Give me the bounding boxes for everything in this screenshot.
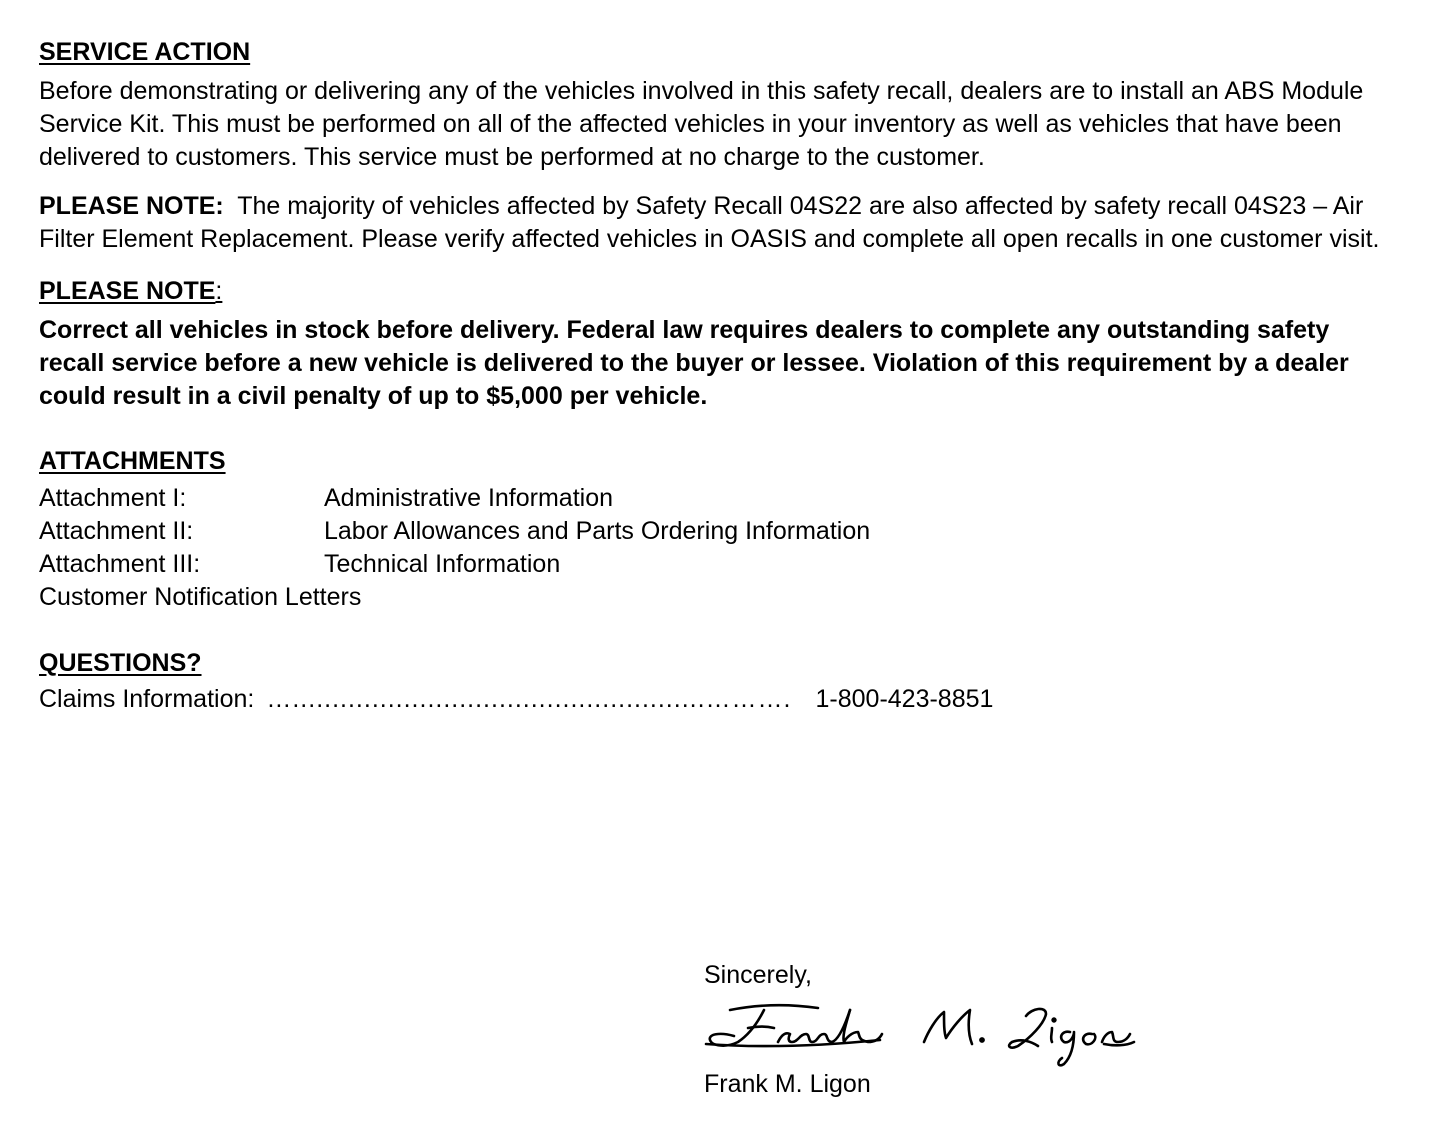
handwritten-signature [700, 998, 1150, 1070]
attachment-row [39, 482, 1399, 515]
claims-label: Claims Information: [39, 685, 255, 713]
claims-information-row [39, 683, 1399, 716]
questions-heading-wrap [39, 647, 1399, 680]
service-action-heading: SERVICE ACTION [39, 38, 251, 66]
document-page [39, 36, 1399, 716]
please-note-heading-2: PLEASE NOTE [39, 277, 216, 305]
signer-name: Frank M. Ligon [704, 1070, 871, 1098]
please-note-paragraph-1 [39, 190, 1399, 256]
attachment-row [39, 515, 1399, 548]
please-note-body-2: Correct all vehicles in stock before delivery. Federal law requires dealers to complete any outstanding safety recall service before a new vehicle is delivered to the buyer or lessee. Violation of this requirement by a dealer could result in a civil penalty of up to $5,000 per vehicle. [39, 316, 1349, 410]
claims-phone-number: 1-800-423-8851 [815, 685, 994, 713]
attachment-value: Labor Allowances and Parts Ordering Information [324, 517, 871, 545]
attachment-label: Attachment III: [39, 550, 201, 578]
please-note-heading-2-colon: : [215, 277, 223, 305]
attachment-customer-letters: Customer Notification Letters [39, 583, 362, 611]
attachment-value: Technical Information [324, 550, 561, 578]
attachment-row [39, 548, 1399, 581]
claims-leader-dots: …....................................................………. [266, 685, 792, 713]
please-note-heading-2-wrap [39, 275, 1399, 308]
please-note-body-1: The majority of vehicles affected by Safety Recall 04S22 are also affected by safety recall 04S23 – Air Filter Element Replacement. Please verify affected vehicles in OASIS and complete all open recalls in one customer visit. [39, 192, 1380, 253]
attachments-list [39, 482, 1399, 614]
service-action-section [39, 36, 1399, 174]
questions-heading: QUESTIONS? [39, 649, 202, 677]
attachment-value: Administrative Information [324, 484, 614, 512]
attachments-heading-wrap [39, 445, 1399, 478]
attachments-heading: ATTACHMENTS [39, 447, 226, 475]
closing-salutation: Sincerely, [704, 961, 812, 989]
attachment-label: Attachment I: [39, 484, 187, 512]
attachment-label: Attachment II: [39, 517, 194, 545]
please-note-label-1: PLEASE NOTE: [39, 192, 224, 220]
service-action-body: Before demonstrating or delivering any of the vehicles involved in this safety recall, dealers are to install an ABS Module Service Kit. This must be performed on all of the affected vehicles in your inventory as well as vehicles that have been delivered to customers. This service must be performed at no charge to the customer. [39, 77, 1364, 171]
